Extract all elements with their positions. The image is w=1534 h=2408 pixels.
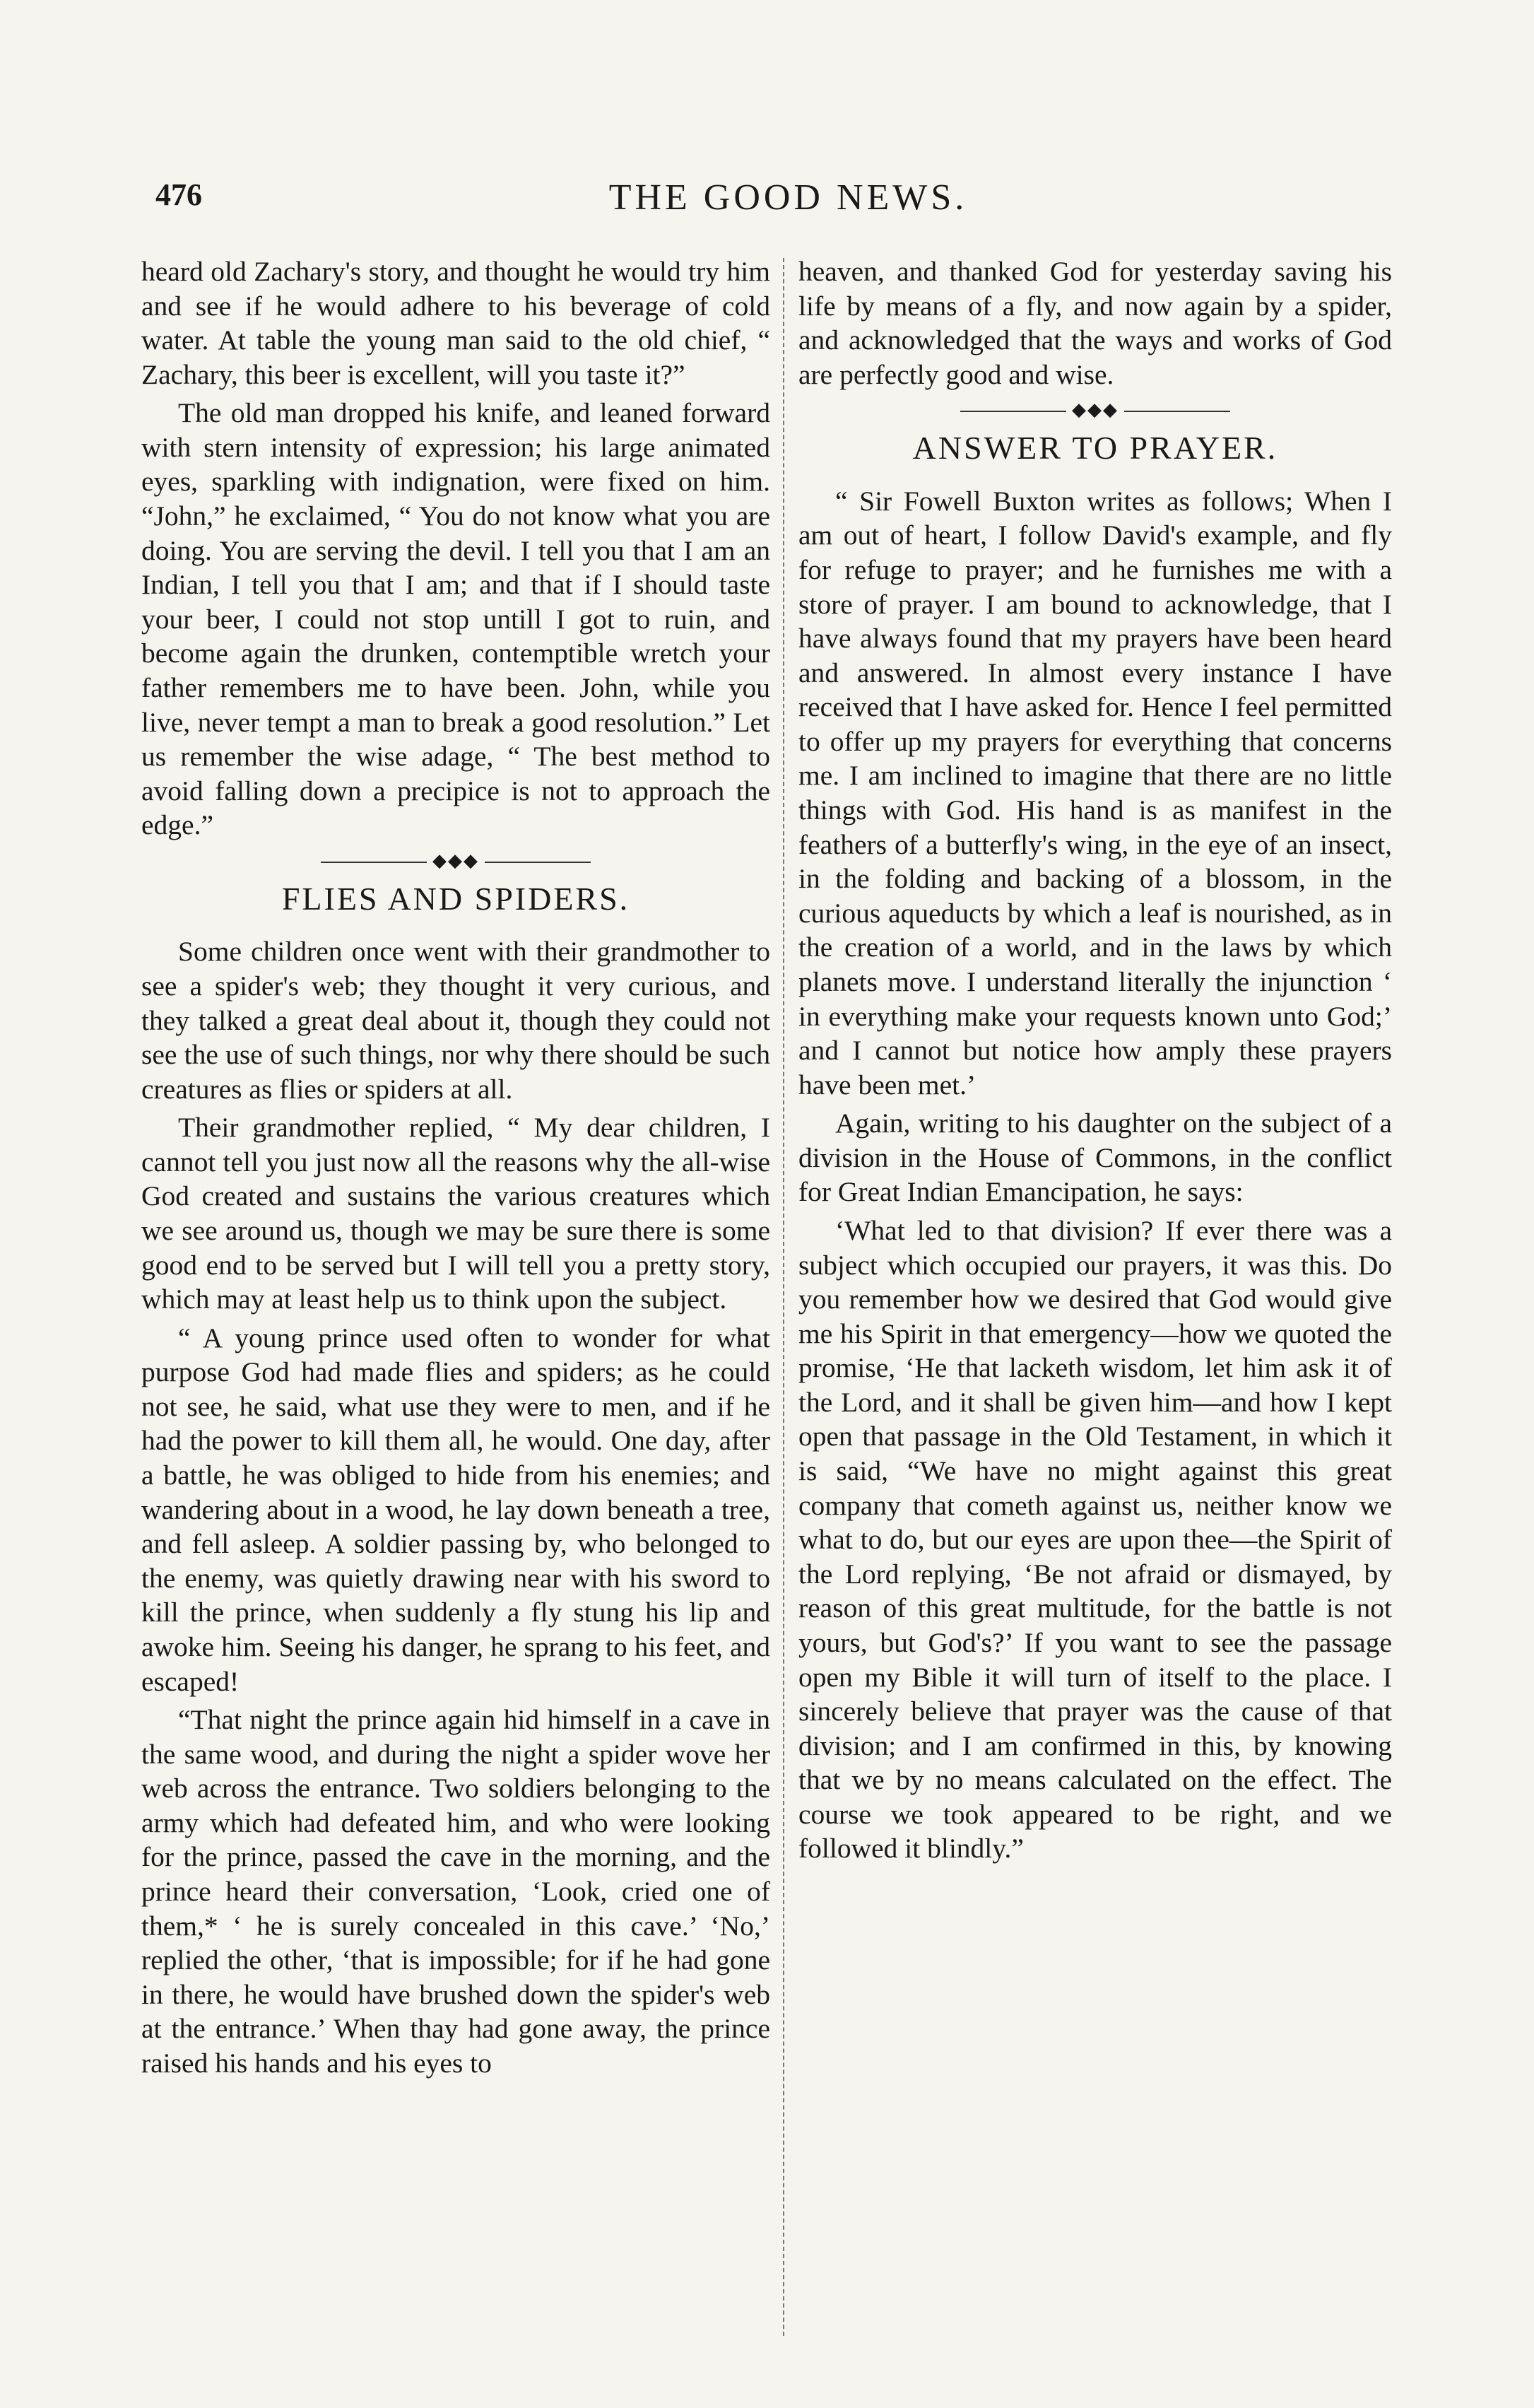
paragraph: Some children once went with their grandmother to see a spider's web; they thought it very curious, and they talked a great deal about it, though they could not see the use of such things, nor why there should be such creatures as flies or spiders at all. [141, 936, 770, 1105]
paragraph: heard old Zachary's story, and thought he would try him and see if he would adhere to his beverage of cold water. At table the young man said to the old chief, “ Zachary, this beer is excellent, will you taste it?” [141, 256, 770, 390]
page-number: 476 [155, 177, 202, 212]
left-column [141, 254, 770, 2084]
running-title: THE GOOD NEWS. [608, 177, 968, 218]
right-column [798, 254, 1392, 1870]
paragraph: “ A young prince used often to wonder for what purpose God had made flies and spiders; as he could not see, he said, what use they were to men, and if he had the power to kill them all, he would. One day, after a battle, he was obliged to hide from his enemies; and wandering about in a wood, he lay down beneath a tree, and fell asleep. A soldier passing by, who belonged to the enemy, was quietly drawing near with his sword to kill the prince, when suddenly a fly stung his lip and awoke him. Seeing his danger, he sprang to his feet, and escaped! [141, 1322, 770, 1697]
page-header [155, 177, 1421, 226]
paragraph: The old man dropped his knife, and leaned forward with stern intensity of expression; his large animated eyes, sparkling with indignation, were fixed on him. “John,” he exclaimed, “ You do not know what you are doing. You are serving the devil. I tell you that I am an Indian, I tell you that I am; and that if I should taste your beer, I could not stop untill I got to ruin, and become again the drunken, contemptible wretch your father remembers me to have been. John, while you live, never tempt a man to break a good resolution.” Let us remember the wise adage, “ The best method to avoid falling down a precipice is not to approach the edge.” [141, 397, 770, 841]
separator-ornament: ◆◆◆ [432, 850, 479, 871]
section-separator [798, 399, 1392, 421]
column-divider [783, 258, 784, 2336]
section-heading: ANSWER TO PRAYER. [912, 430, 1278, 466]
separator-ornament: ◆◆◆ [1072, 399, 1119, 421]
paragraph: Again, writing to his daughter on the subject of a division in the House of Commons, in the conflict for Great Indian Emancipation, he says: [798, 1108, 1392, 1208]
section-heading: FLIES AND SPIDERS. [281, 880, 630, 917]
section-separator [141, 850, 770, 872]
paragraph: “That night the prince again hid himself in a cave in the same wood, and during the night a spider wove her web across the entrance. Two soldiers belonging to the army which had defeated him, and who were looking for the prince, passed the cave in the morning, and the prince heard their conversation, ‘Look, cried one of them,* ‘ he is surely concealed in this cave.’ ‘No,’ replied the other, ‘that is impossible; for if he had gone in there, he would have brushed down the spider's web at the entrance.’ When thay had gone away, the prince raised his hands and his eyes to [141, 1704, 770, 2079]
paragraph: ‘What led to that division? If ever there was a subject which occupied our prayers, it was this. Do you remember how we desired that God would give me his Spirit in that emergency—how we quoted the promise, ‘He that lacketh wisdom, let him ask it of the Lord, and it shall be given him—and how I kept open that passage in the Old Testament, in which it is said, “We have no might against this great company that cometh against us, neither know we what to do, but our eyes are upon thee—the Spirit of the Lord replying, ‘Be not afraid or dismayed, by reason of this great multitude, for the battle is not yours, but God's?’ If you want to see the passage open my Bible it will turn of itself to the place. I sincerely believe that prayer was the cause of that division; and I am confirmed in this, by knowing that we by no means calculated on the effect. The course we took appeared to be right, and we followed it blindly.” [798, 1215, 1392, 1864]
paragraph: heaven, and thanked God for yesterday saving his life by means of a fly, and now again by a spider, and acknowledged that the ways and works of God are perfectly good and wise. [798, 256, 1392, 390]
paragraph: “ Sir Fowell Buxton writes as follows; When I am out of heart, I follow David's example, and fly for refuge to prayer; and he furnishes me with a store of prayer. I am bound to acknowledge, that I have always found that my prayers have been heard and answered. In almost every instance I have received that I have asked for. Hence I feel permitted to offer up my prayers for everything that concerns me. I am inclined to imagine that there are no little things with God. His hand is as manifest in the feathers of a butterfly's wing, in the eye of an insect, in the folding and backing of a blossom, in the curious aqueducts by which a leaf is nourished, as in the creation of a world, and in the laws by which planets move. I understand literally the injunction ‘ in everything make your requests known unto God;’ and I cannot but notice how amply these prayers have been met.’ [798, 485, 1392, 1100]
paragraph: Their grandmother replied, “ My dear children, I cannot tell you just now all the reasons why the all-wise God created and sustains the various creatures which we see around us, though we may be sure there is some good end to be served but I will tell you a pretty story, which may at least help us to think upon the subject. [141, 1112, 770, 1315]
